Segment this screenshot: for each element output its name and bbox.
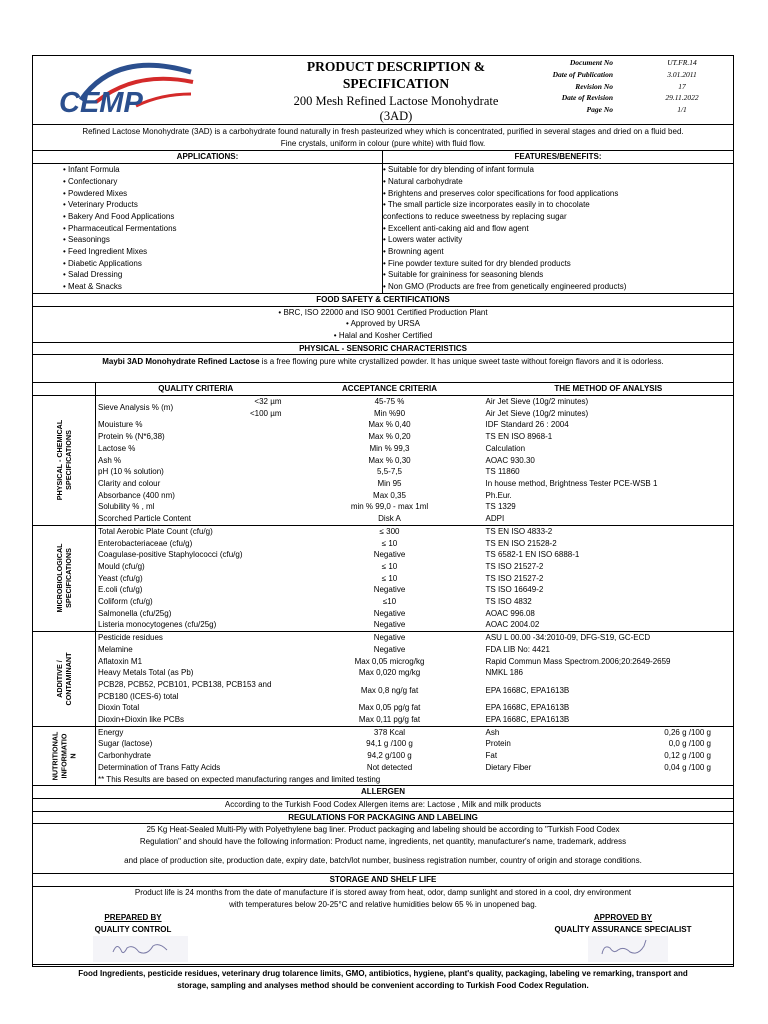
section-side-label (33, 632, 96, 727)
nutrient-value-2: 0,0 g /100 g (668, 739, 711, 749)
meta-value: UT.FR.14 (667, 58, 697, 67)
nutrient-name: Energy (98, 727, 124, 737)
criteria-header: ACCEPTANCE CRITERIA (342, 384, 437, 394)
criteria-value: Max 0,05 pg/g fat (358, 703, 421, 713)
application-item: • Feed Ingredient Mixes (63, 247, 148, 257)
criteria-name: Aflatoxin M1 (98, 656, 143, 666)
approved-by-block (543, 912, 703, 935)
approved-by-role: QUALİTY ASSURANCE SPECIALIST (554, 925, 692, 935)
criteria-name: Dioxin+Dioxin like PCBs (98, 715, 185, 725)
meta-value: 1/1 (677, 105, 687, 115)
criteria-name: Solubility % , ml (98, 502, 155, 512)
pcb-line: PCB180 (ICES-6) total (98, 691, 179, 701)
criteria-row (33, 396, 733, 408)
feature-item: • Suitable for graininess for seasoning blends (383, 270, 544, 280)
criteria-value: Max % 0,30 (368, 455, 411, 465)
nutrient-pair (484, 762, 734, 774)
criteria-name: Lactose % (98, 443, 136, 453)
criteria-row (33, 656, 733, 668)
criteria-name: Listeria monocytogenes (cfu/25g) (98, 620, 217, 630)
application-item: • Confectionary (63, 176, 118, 186)
criteria-row (33, 549, 733, 561)
criteria-row (33, 501, 733, 513)
allergen-title: ALLERGEN (33, 785, 733, 799)
side-label-text (55, 544, 73, 613)
criteria-method: AOAC 930.30 (485, 455, 535, 465)
criteria-value: Min %90 (373, 408, 406, 418)
criteria-method: NMKL 186 (485, 668, 523, 678)
feature-item: • Suitable for dry blending of infant formula (383, 165, 534, 175)
nutrient-value: 378 Kcal (373, 727, 406, 737)
criteria-row (33, 490, 733, 502)
application-item: • Diabetic Applications (63, 258, 142, 268)
side-label-line: MICROBIOLOGICAL (55, 543, 64, 613)
criteria-value: ≤10 (382, 597, 397, 607)
application-item: • Salad Dressing (63, 270, 123, 280)
subtitle-line-2: (3AD) (379, 109, 413, 123)
certification-item: • BRC, ISO 22000 and ISO 9001 Certified Production Plant (278, 307, 488, 317)
prepared-by-signature (93, 936, 188, 962)
side-label-line: N (68, 753, 78, 759)
criteria-value: Min % 99,3 (369, 443, 410, 453)
application-item: • Infant Formula (63, 165, 120, 175)
criteria-value: ≤ 300 (379, 526, 400, 536)
criteria-value: Min 95 (377, 478, 402, 488)
criteria-method: ADPI (485, 514, 505, 524)
criteria-value: Max % 0,20 (368, 432, 411, 442)
criteria-method: ASU L 00.00 -34:2010-09, DFG-S19, GC-ECD (485, 633, 651, 643)
nutrition-note: ** This Results are based on expected manufacturing ranges and limited testing (98, 774, 381, 784)
nutrient-name-2: Fat (485, 751, 498, 761)
criteria-name: Coliform (cfu/g) (98, 597, 153, 607)
nutrient-value-2: 0,26 g /100 g (664, 727, 711, 737)
criteria-method: TS 1329 (485, 502, 516, 512)
intro-line-2: Fine crystals, uniform in colour (pure white) with fluid flow. (280, 138, 486, 148)
criteria-row (33, 431, 733, 443)
sensoric-body (33, 355, 733, 383)
criteria-value: ≤ 10 (381, 561, 398, 571)
criteria-row (33, 478, 733, 490)
intro-line-1: Refined Lactose Monohydrate (3AD) is a carbohydrate found naturally in fresh pasteurized whey which is concentrated, purified in several stages and dried on a fluid bed. (82, 127, 684, 136)
nutrient-name-2: Ash (485, 727, 500, 737)
criteria-row (33, 619, 733, 631)
feature-item: • Brightens and preserves color specifications for food applications (383, 188, 619, 198)
nutrient-pair (484, 750, 734, 762)
criteria-name: Enterobacteriaceae (cfu/g) (98, 538, 193, 548)
criteria-method: TS EN ISO 8968-1 (485, 432, 553, 442)
sensoric-title: PHYSICAL - SENSORIC CHARACTERISTICS (33, 343, 733, 356)
feature-item: confections to reduce sweetness by replacing sugar (383, 211, 567, 221)
sieve-analysis-cell (96, 396, 296, 420)
regulation-footer (33, 965, 733, 991)
criteria-method: Calculation (485, 443, 526, 453)
side-label-line: NUTRITIONAL (50, 731, 60, 781)
criteria-method: TS ISO 21527-2 (485, 561, 544, 571)
prepared-by-title: PREPARED BY (104, 913, 162, 923)
applications-list (33, 164, 383, 293)
feature-item: • Excellent anti-caking aid and flow agent (383, 223, 529, 233)
sieve-size-32: <32 µm (254, 397, 282, 407)
criteria-value: Max % 0,40 (368, 420, 411, 430)
nutrient-name: Carbonhydrate (98, 751, 151, 761)
criteria-name: Heavy Metals Total (as Pb) (98, 668, 194, 678)
specification-sheet (32, 55, 734, 991)
features-title: FEATURES/BENEFITS: (514, 152, 602, 162)
criteria-method: TS ISO 4832 (485, 597, 532, 607)
criteria-row (33, 702, 733, 714)
criteria-row (33, 584, 733, 596)
nutrient-pair (484, 726, 734, 738)
criteria-row (33, 644, 733, 656)
side-label-line: SPECIFICATIONS (64, 430, 73, 491)
side-label-line: INFORMATIO (59, 733, 69, 779)
criteria-value: Max 0,8 ng/g fat (360, 685, 419, 695)
nutrient-value: 94,1 g /100 g (366, 739, 413, 749)
storage-body (33, 887, 733, 910)
meta-value: 17 (678, 81, 686, 91)
approved-by-title: APPROVED BY (593, 913, 653, 923)
criteria-header-row (33, 383, 733, 395)
criteria-name: Total Aerobic Plate Count (cfu/g) (98, 526, 213, 536)
subtitle-line-1: 200 Mesh Refined Lactose Monohydrate (293, 94, 499, 108)
criteria-name: Melamine (98, 644, 133, 654)
criteria-header: QUALITY CRITERIA (158, 384, 234, 394)
logo-wordmark: CEMP (59, 87, 143, 119)
criteria-method: Air Jet Sieve (10g/2 minutes) (485, 408, 589, 418)
criteria-row (33, 596, 733, 608)
criteria-name: Mouisture % (98, 420, 143, 430)
nutrition-row (33, 738, 733, 750)
criteria-method: EPA 1668C, EPA1613B (485, 685, 570, 695)
criteria-method: TS 6582-1 EN ISO 6888-1 (485, 550, 580, 560)
criteria-method: TS EN ISO 21528-2 (485, 538, 557, 548)
criteria-method: TS 11860 (485, 467, 520, 477)
packaging-line: 25 Kg Heat-Sealed Multi-Ply with Polyethylene bag liner. Product packaging and labeling should be according to "Turkish Food Codex (146, 825, 620, 835)
application-item: • Pharmaceutical Fermentations (63, 223, 177, 233)
criteria-name: Protein % (N*6,38) (98, 432, 165, 442)
food-safety-body (33, 307, 733, 343)
meta-label: Date of Publication (552, 69, 613, 79)
criteria-name: pH (10 % solution) (98, 467, 164, 477)
criteria-method: TS ISO 21527-2 (485, 573, 544, 583)
criteria-value: Negative (373, 644, 406, 654)
meta-label: Date of Revision (561, 93, 613, 103)
side-label-line: PHYSICAL - CHEMICAL (55, 420, 64, 501)
packaging-line: Regulation" and should have the following information: Product name, ingredients, net quantity, manufacturer's name, trademark, address (139, 837, 627, 847)
criteria-value: Max 0,11 pg/g fat (358, 715, 421, 725)
applications-features-header (33, 151, 733, 164)
criteria-row (33, 667, 733, 679)
criteria-name: Coagulase-positive Staphylococci (cfu/g) (98, 550, 243, 560)
criteria-name: Yeast (cfu/g) (98, 573, 143, 583)
criteria-value: 45-75 % (374, 397, 405, 407)
footer-line: Food Ingredients, pesticide residues, veterinary drug tolarence limits, GMO, antibiotics, hygiene, plant's quality, packaging, labeling ve remarking, transport and (78, 969, 688, 979)
criteria-row (33, 679, 733, 702)
side-label-text (51, 732, 78, 781)
food-safety-title: FOOD SAFETY & CERTIFICATIONS (33, 294, 733, 307)
applications-title: APPLICATIONS: (33, 151, 383, 163)
criteria-value: Max 0,05 microg/kg (354, 656, 425, 666)
criteria-method: Rapid Commun Mass Spectrom.2006;20:2649-2659 (485, 656, 671, 666)
application-item: • Veterinary Products (63, 200, 138, 210)
criteria-method: Air Jet Sieve (10g/2 minutes) (485, 397, 589, 407)
application-item: • Meat & Snacks (63, 282, 122, 292)
nutrient-value-2: 0,04 g /100 g (664, 762, 711, 772)
side-label-line: CONTAMINANT (64, 652, 73, 706)
document-header (33, 56, 733, 125)
sensoric-text: is a free flowing pure white crystallized powder. It has unique sweet taste without foreign flavors and it is odorless. (259, 357, 664, 367)
title-line-1: PRODUCT DESCRIPTION & (306, 59, 486, 74)
criteria-value: ≤ 10 (381, 538, 398, 548)
product-intro (33, 125, 733, 151)
applications-features-body (33, 164, 733, 294)
meta-value: 3.01.2011 (667, 69, 697, 79)
criteria-row (33, 714, 733, 726)
criteria-row (33, 419, 733, 431)
section-side-label (33, 525, 96, 631)
meta-label: Revision No (575, 81, 613, 91)
nutrient-name: Sugar (lactose) (98, 739, 153, 749)
criteria-value: 5,5-7,5 (377, 467, 402, 477)
sensoric-product-name: Maybi 3AD Monohydrate Refined Lactose (102, 357, 260, 367)
criteria-row (33, 573, 733, 585)
microbiological-block (33, 525, 733, 631)
pcb-criteria-name (96, 679, 296, 702)
criteria-value: Disk A (378, 514, 401, 524)
sieve-analysis-label: Sieve Analysis % (m) (98, 403, 174, 413)
packaging-body (33, 824, 733, 874)
physical-chemical-block (33, 396, 733, 526)
criteria-name: E.coli (cfu/g) (98, 585, 143, 595)
criteria-value: Negative (373, 608, 406, 618)
criteria-row (33, 513, 733, 525)
section-side-label (33, 396, 96, 526)
criteria-method: AOAC 2004.02 (485, 620, 540, 630)
allergen-text: According to the Turkish Food Codex Allergen items are: Lactose , Milk and milk products (33, 799, 733, 812)
packaging-title: REGULATIONS FOR PACKAGING AND LABELING (33, 812, 733, 825)
certification-item: • Approved by URSA (346, 319, 420, 329)
meta-label: Page No (586, 105, 613, 115)
nutrient-value: 94,2 g/100 g (367, 751, 412, 761)
criteria-method: Ph.Eur. (485, 490, 512, 500)
criteria-method: FDA LIB No: 4421 (485, 644, 550, 654)
approved-by-signature (588, 936, 668, 962)
packaging-line: and place of production site, production date, expiry date, batch/lot number, business registration number, country of origin and storage conditions. (124, 855, 642, 865)
nutrient-pair (484, 738, 734, 750)
feature-item: • Browning agent (383, 247, 444, 257)
feature-item: • Natural carbohydrate (383, 176, 463, 186)
criteria-value: Max 0,020 mg/kg (358, 668, 421, 678)
nutritional-block (33, 726, 733, 785)
criteria-name: Dioxin Total (98, 703, 140, 713)
criteria-row (33, 466, 733, 478)
features-list (383, 164, 733, 293)
feature-item: • Fine powder texture suited for dry blended products (383, 258, 571, 268)
side-label-line: ADDITIVE / (55, 660, 64, 698)
meta-label: Document No (569, 58, 613, 67)
application-item: • Seasonings (63, 235, 110, 245)
criteria-method: AOAC 996.08 (485, 608, 535, 618)
feature-item: • Lowers water activity (383, 235, 463, 245)
criteria-name: Absorbance (400 nm) (98, 490, 175, 500)
nutrient-name-2: Dietary Fiber (485, 762, 532, 772)
criteria-row (33, 632, 733, 644)
nutrition-row (33, 750, 733, 762)
side-label-text (55, 420, 73, 501)
nutrition-note-row (33, 774, 733, 786)
sieve-size-100: <100 µm (249, 409, 282, 419)
criteria-header: THE METHOD OF ANALYSIS (554, 384, 663, 394)
criteria-row (33, 538, 733, 550)
nutrient-value: Not detected (366, 762, 413, 772)
criteria-value: Negative (373, 633, 406, 643)
criteria-row (33, 525, 733, 537)
criteria-method: TS ISO 16649-2 (485, 585, 544, 595)
certification-item: • Halal and Kosher Certified (333, 330, 433, 340)
storage-line: with temperatures below 20-25°C and relative humidities below 65 % in unopened bag. (229, 899, 537, 909)
nutrition-row (33, 762, 733, 774)
criteria-row (33, 443, 733, 455)
application-item: • Powdered Mixes (63, 188, 128, 198)
criteria-name: Ash % (98, 455, 122, 465)
criteria-method: EPA 1668C, EPA1613B (485, 703, 570, 713)
criteria-name: Salmonella (cfu/25g) (98, 608, 172, 618)
meta-value: 29.11.2022 (665, 93, 699, 103)
pcb-line: PCB28, PCB52, PCB101, PCB138, PCB153 and (98, 679, 272, 689)
criteria-name: Clarity and colour (98, 478, 161, 488)
criteria-method: IDF Standard 26 : 2004 (485, 420, 569, 430)
criteria-name: Scorched Particle Content (98, 514, 191, 524)
nutrient-name-2: Protein (485, 739, 511, 749)
additive-contaminant-block (33, 632, 733, 727)
criteria-value: ≤ 10 (381, 573, 398, 583)
document-meta (509, 57, 731, 116)
criteria-table (33, 383, 733, 785)
criteria-method: EPA 1668C, EPA1613B (485, 715, 570, 725)
cemp-logo (41, 60, 231, 120)
nutrient-name: Determination of Trans Fatty Acids (98, 762, 221, 772)
title-line-2: SPECIFICATION (342, 76, 450, 91)
section-side-label (33, 726, 96, 785)
feature-item: • Non GMO (Products are free from genetically engineered products) (383, 282, 627, 292)
criteria-value: Negative (373, 585, 406, 595)
criteria-row (33, 455, 733, 467)
criteria-row (33, 608, 733, 620)
criteria-name: Mould (cfu/g) (98, 561, 145, 571)
application-item: • Bakery And Food Applications (63, 211, 175, 221)
criteria-value: Max 0,35 (373, 490, 406, 500)
nutrient-value-2: 0,12 g /100 g (664, 751, 711, 761)
criteria-row (33, 561, 733, 573)
storage-line: Product life is 24 months from the date of manufacture if is stored away from heat, odor, damp sunlight and stored in a cool, dry environment (134, 888, 632, 898)
criteria-method: In house method, Brightness Tester PCE-WSB 1 (485, 478, 658, 488)
criteria-method: TS EN ISO 4833-2 (485, 526, 553, 536)
footer-line: storage, sampling and analyses method should be convenient according to Turkish Food Codex Regulation. (177, 981, 589, 991)
criteria-name: Pesticide residues (98, 633, 163, 643)
signature-block (33, 910, 733, 965)
side-label-line: SPECIFICATIONS (64, 548, 73, 609)
criteria-value: Negative (373, 550, 406, 560)
feature-item: • The small particle size incorporates easily in to chocolate (383, 200, 590, 210)
prepared-by-role: QUALITY CONTROL (94, 925, 172, 935)
criteria-value: min % 99,0 - max 1ml (350, 502, 429, 512)
storage-title: STORAGE AND SHELF LIFE (33, 874, 733, 887)
nutrition-row (33, 726, 733, 738)
criteria-value: Negative (373, 620, 406, 630)
side-label-text (55, 652, 73, 705)
